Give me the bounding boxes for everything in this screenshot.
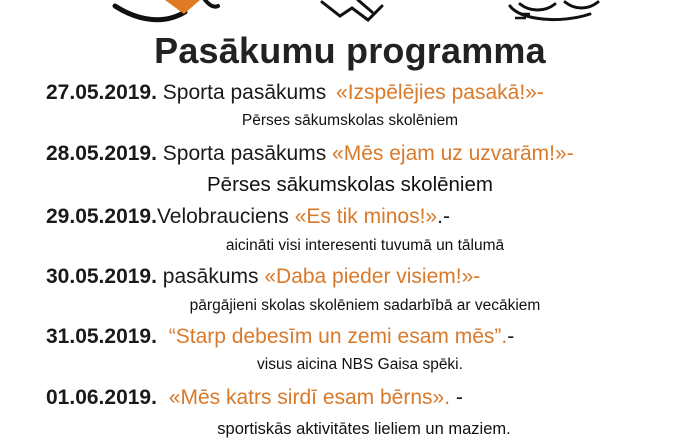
event-sub-text: sportiskās aktivitātes lieliem un maziem.: [217, 420, 511, 438]
event-sub-text: visus aicina NBS Gaisa spēki.: [257, 356, 463, 373]
event-sub-4: [0, 297, 700, 315]
event-sub-6: [0, 420, 700, 439]
event-line-1: [0, 81, 700, 105]
event-tail: -: [450, 386, 463, 409]
event-quote: «Es tik minos!»: [294, 205, 438, 228]
event-line-5: [0, 325, 700, 349]
event-sub-2: [0, 173, 700, 197]
page-title: Pasākumu programma: [154, 30, 546, 71]
event-desc: Sporta pasākums: [162, 142, 327, 165]
event-quote: «Mēs katrs sirdī esam bērns».: [168, 386, 451, 409]
event-line-3: [0, 205, 700, 229]
runner-illustration: [0, 0, 700, 30]
event-sub-1: [0, 112, 700, 130]
event-quote: «Izspēlējies pasakā!»-: [336, 81, 544, 104]
event-desc: pasākums: [162, 265, 259, 288]
event-date: 31.05.2019.: [46, 325, 157, 348]
event-quote: “Starp debesīm un zemi esam mēs”.: [168, 325, 508, 348]
event-quote: «Mēs ejam uz uzvarām!»-: [332, 142, 574, 165]
event-date: 30.05.2019.: [46, 265, 157, 288]
event-line-6: [0, 386, 700, 410]
event-date: 01.06.2019.: [46, 386, 157, 409]
event-quote: «Daba pieder visiem!»-: [264, 265, 481, 288]
event-date: 27.05.2019.: [46, 81, 157, 104]
event-tail: .-: [437, 205, 450, 228]
event-sub-text: aicināti visi interesenti tuvumā un tālumā: [225, 237, 505, 254]
event-date: 28.05.2019.: [46, 142, 157, 165]
event-sub-5: [0, 356, 700, 374]
event-date: 29.05.2019.: [46, 205, 157, 228]
event-sub-text: pārgājieni skolas skolēniem sadarbībā ar vecākiem: [189, 297, 541, 314]
event-line-4: [0, 265, 700, 289]
event-desc: Sporta pasākums: [162, 81, 327, 104]
event-sub-text: Pērses sākumskolas skolēniem: [207, 173, 493, 196]
event-sub-3: [0, 237, 700, 255]
event-sub-text: Pērses sākumskolas skolēniem: [241, 112, 459, 129]
event-tail: -: [507, 325, 515, 348]
event-line-2: [0, 142, 700, 166]
event-desc: Velobrauciens: [156, 205, 289, 228]
